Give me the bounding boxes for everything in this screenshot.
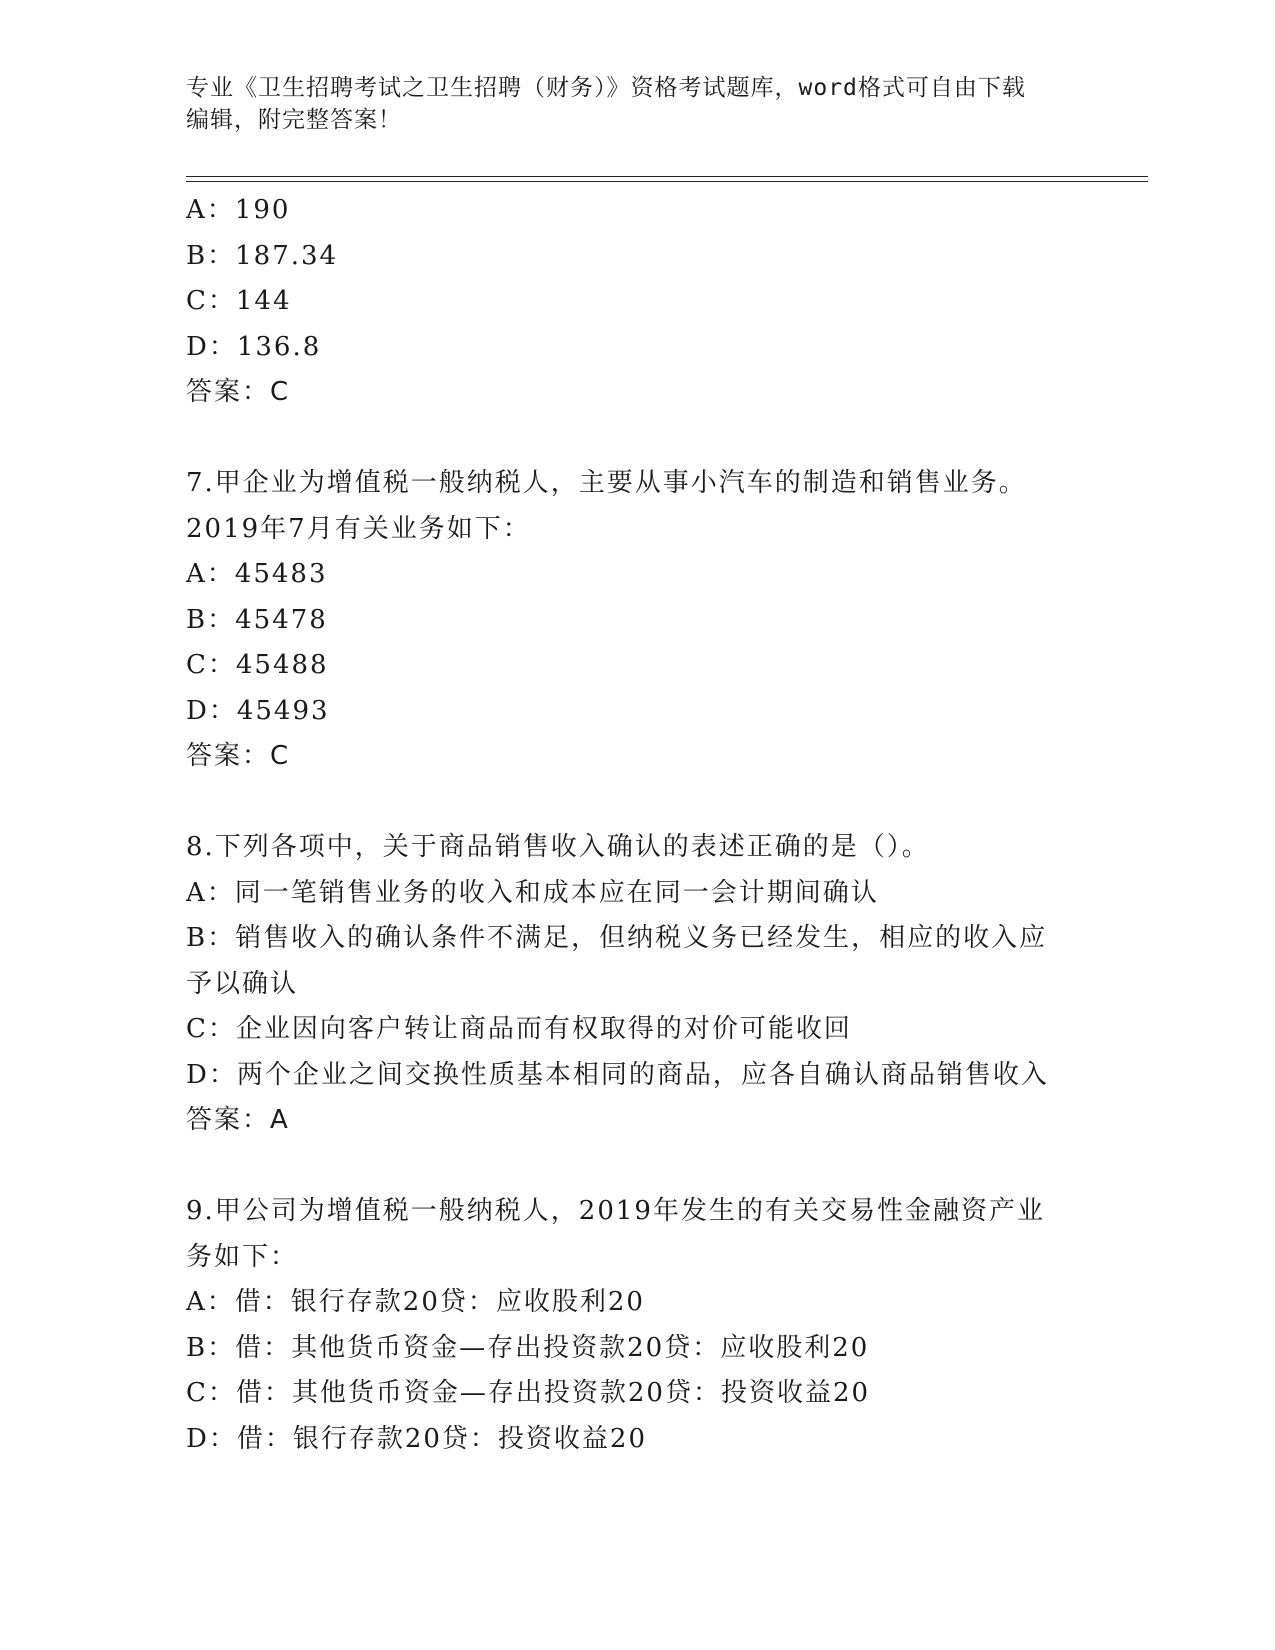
header-divider-bottom [186, 181, 1148, 182]
q8-option-b-continued: 予以确认 [186, 968, 299, 999]
q7-answer: 答案：C [186, 741, 291, 771]
spacer [186, 1144, 1086, 1190]
q8-option-c: C：企业因向客户转让商品而有权取得的对价可能收回 [186, 1014, 852, 1044]
q7-option-d: D：45493 [186, 695, 330, 726]
q8-option-d: D：两个企业之间交换性质基本相同的商品，应各自确认商品销售收入 [186, 1059, 1049, 1090]
q6-option-d: D：136.8 [186, 331, 322, 362]
q8-answer: 答案：A [186, 1105, 290, 1135]
q6-option-b: B：187.34 [186, 240, 339, 271]
q7-option-c: C：45488 [186, 650, 329, 680]
q9-option-d: D：借：银行存款20贷：投资收益20 [186, 1423, 648, 1454]
q7-stem-line-2: 2019年7月有关业务如下： [186, 513, 531, 544]
q6-option-a: A：190 [186, 195, 291, 225]
header-line-2: 编辑，附完整答案！ [186, 107, 402, 133]
spacer [186, 416, 1086, 462]
q8-option-a: A：同一笔销售业务的收入和成本应在同一会计期间确认 [186, 877, 879, 908]
q8-stem: 8.下列各项中，关于商品销售收入确认的表述正确的是（）。 [186, 832, 930, 862]
q6-option-c: C：144 [186, 286, 292, 316]
q7-stem-line-1: 7.甲企业为增值税一般纳税人，主要从事小汽车的制造和销售业务。 [186, 468, 1027, 498]
question-content [186, 188, 1086, 1462]
q9-option-a: A：借：银行存款20贷：应收股利20 [186, 1287, 645, 1317]
q9-option-c: C：借：其他货币资金—存出投资款20贷：投资收益20 [186, 1378, 871, 1408]
q7-option-b: B：45478 [186, 604, 328, 635]
spacer [186, 780, 1086, 826]
document-header [186, 72, 1086, 136]
q9-stem-line-2: 务如下： [186, 1241, 299, 1272]
q9-stem-line-1: 9.甲公司为增值税一般纳税人，2019年发生的有关交易性金融资产业 [186, 1196, 1045, 1226]
q6-answer: 答案：C [186, 377, 291, 407]
q9-option-b: B：借：其他货币资金—存出投资款20贷：应收股利20 [186, 1332, 870, 1363]
q7-option-a: A：45483 [186, 559, 328, 589]
header-divider-top [186, 176, 1148, 177]
q8-option-b: B：销售收入的确认条件不满足，但纳税义务已经发生，相应的收入应 [186, 923, 1048, 953]
header-line-1: 专业《卫生招聘考试之卫生招聘（财务）》资格考试题库，word格式可自由下载 [186, 75, 1026, 101]
